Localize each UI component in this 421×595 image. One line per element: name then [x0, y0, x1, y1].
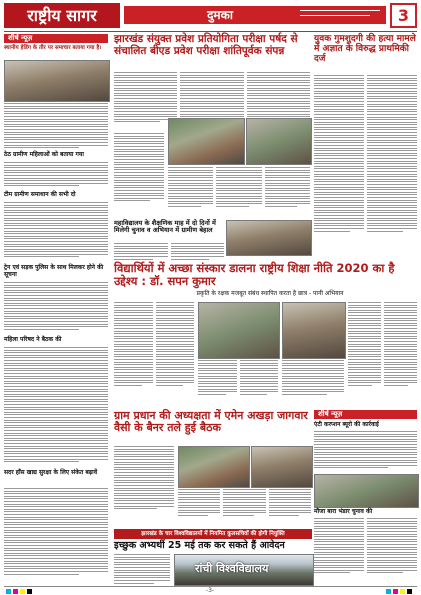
left-sub-headline: टीम ग्रामीण समाधान की सभी दो: [4, 191, 76, 198]
story-mid-photo: [226, 220, 312, 256]
left-sub-headline: सदर हाँस खाद्य सुरक्षा के लिए संकेत बढ़ावें: [4, 469, 98, 476]
masthead-date-line: [300, 15, 370, 16]
story-mid-headline: महाविद्यालय के शैक्षणिक माह में दो दिनों में मिलेगी चुनाव व अभियान में ग्रामीण बेहाल: [114, 219, 216, 235]
story3-text-block: [114, 446, 174, 526]
masthead-title-box: [4, 3, 120, 28]
story3-headline: ग्राम प्रधान की अध्यक्षता में एमेन अखड़ा जागवार वैसी के बैनर तले हुई बैठक: [114, 409, 308, 435]
masthead-rule: [4, 31, 417, 32]
footer-page-mark: -3-: [205, 587, 215, 594]
story2-subhead: प्रकृति के रक्षक मजबूत संबंध स्थापित करता है छात्र - पानी अभियान: [196, 290, 344, 297]
story3-photo: [251, 446, 313, 488]
left-text-block: [4, 347, 108, 467]
right-photo: [314, 474, 419, 508]
left-text-block: [4, 103, 108, 150]
story4-headline: इच्छुक अभ्यर्थी 25 मई तक कर सकते हैं आवेदन: [114, 540, 285, 551]
masthead-city: दुमका: [207, 8, 233, 22]
left-mid-headline: ठेठ ग्रामीण महिलाओं को बताया गया: [4, 151, 84, 158]
left-text-block: [4, 488, 108, 583]
story3-text-block: [178, 489, 311, 526]
page-number-box: [390, 3, 417, 28]
story-right1-text-block: [314, 75, 417, 260]
left-strip: [4, 34, 108, 43]
story2-text-block: [282, 360, 344, 407]
story-mid-text-block: [114, 243, 224, 260]
story2-text-block: [114, 302, 194, 407]
right-item-headline: एंटी करप्शन ब्यूरो की कार्रवाई: [314, 421, 379, 428]
story4-text-block: [114, 554, 170, 584]
story2-photo: [198, 302, 280, 359]
masthead: [0, 0, 421, 32]
story2-text-block: [348, 302, 417, 407]
story4-photo-caption: रांची विश्वविद्यालय: [195, 562, 269, 575]
left-lead-headline: स्थानीय हेडिंग के तौर पर समाचार बताया गया है।: [4, 45, 102, 51]
story2-photo: [282, 302, 346, 359]
masthead-title: राष्ट्रीय सागर: [27, 6, 97, 25]
masthead-date-line: [300, 10, 380, 11]
left-text-block: [4, 162, 108, 190]
right-strip-label: शीर्ष न्यूज़: [318, 410, 343, 418]
left-sub-headline: महिला परिषद ने बैठक की: [4, 336, 62, 343]
left-strip-label: शीर्ष न्यूज़: [8, 34, 33, 42]
right-item-headline: मौजा बारा भंडार चुनाव की: [314, 508, 373, 515]
right-text-block: [314, 518, 417, 583]
story4-photo: [174, 554, 314, 586]
right-text-block: [314, 431, 417, 471]
story-right1-headline: युवक गुमशुदगी की हत्या मामले में अज्ञात के विरुद्ध प्राथमिकी दर्ज: [314, 34, 416, 65]
story3-photo: [178, 446, 250, 488]
left-text-block: [4, 202, 108, 262]
story1-headline: झारखंड संयुक्त प्रवेश प्रतियोगिता परीक्षा पर्षद से संचालित बीएड प्रवेश परीक्षा शांतिपूर्वक संपन्न: [114, 33, 298, 57]
color-registration-bar: [386, 589, 412, 594]
left-text-block: [4, 282, 108, 334]
story4-banner-text: झारखंड के चार विश्वविद्यालयों में नियमित कुलसचिवों की होगी नियुक्ति: [141, 531, 285, 537]
story1-text-block: [114, 133, 164, 218]
right-strip: [314, 410, 417, 419]
color-registration-bar: [6, 589, 32, 594]
story4-banner: [114, 529, 312, 539]
story1-text-block: [168, 167, 310, 217]
story1-photo: [246, 118, 312, 165]
left-photo: [4, 60, 110, 102]
story2-headline: विद्यार्थियों में अच्छा संस्कार डालना राष्ट्रीय शिक्षा नीति 2020 का है उद्देश्य : डॉ. सपन कुमार: [114, 261, 395, 288]
story1-photo: [168, 118, 245, 165]
left-sub-headline: ट्रेन एवं सड़क पुलिस के साथ मिलकर होने की सूचना: [4, 264, 104, 278]
story2-text-block: [198, 360, 278, 407]
page-number: 3: [397, 6, 410, 25]
